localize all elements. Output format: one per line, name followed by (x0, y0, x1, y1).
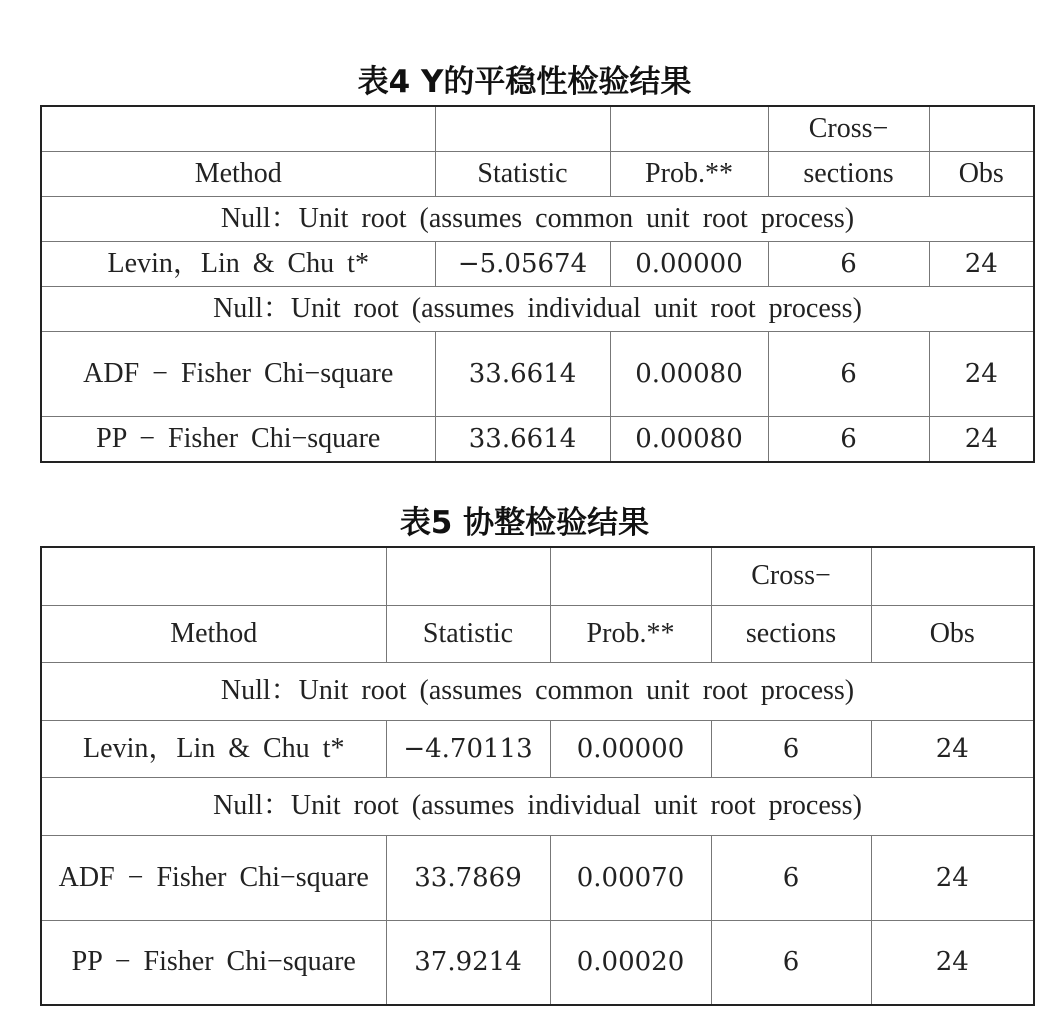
method-cell: ADF − Fisher Chi−square (41, 331, 435, 416)
header-cell (41, 106, 435, 151)
table-row (41, 920, 1034, 1005)
value-cell: 6 (768, 241, 929, 286)
value-cell: 0.00070 (550, 835, 711, 920)
value-cell: 0.00000 (610, 241, 768, 286)
header-cell (610, 106, 768, 151)
value-cell: 6 (711, 720, 871, 777)
value-cell: 6 (768, 416, 929, 462)
table-row (41, 835, 1034, 920)
header-cell: Prob.** (610, 151, 768, 196)
header-row-top (41, 106, 1034, 151)
header-row-top (41, 547, 1034, 605)
method-cell: PP − Fisher Chi−square (41, 920, 386, 1005)
header-cell: sections (768, 151, 929, 196)
table-row (41, 331, 1034, 416)
header-cell (386, 547, 550, 605)
value-cell: 33.6614 (435, 331, 610, 416)
method-cell: Levin，Lin & Chu t* (41, 241, 435, 286)
value-cell: 0.00020 (550, 920, 711, 1005)
header-cell: Obs (871, 605, 1034, 662)
null-hypothesis-row (41, 777, 1034, 835)
table-4-title: 表4 Y的平稳性检验结果 (357, 64, 692, 100)
header-cell: Method (41, 605, 386, 662)
header-cell: Statistic (386, 605, 550, 662)
value-cell: 24 (871, 835, 1034, 920)
header-cell: Prob.** (550, 605, 711, 662)
header-cell (871, 547, 1034, 605)
header-cell: Method (41, 151, 435, 196)
table-row (41, 720, 1034, 777)
value-cell: 0.00080 (610, 416, 768, 462)
header-cell: Obs (929, 151, 1034, 196)
null-hypothesis-cell: Null：Unit root (assumes individual unit root process) (41, 286, 1034, 331)
table-5-cointegration (40, 546, 1035, 1006)
header-cell: Cross− (768, 106, 929, 151)
null-hypothesis-cell: Null：Unit root (assumes common unit root process) (41, 662, 1034, 720)
method-cell: Levin，Lin & Chu t* (41, 720, 386, 777)
table-row (41, 416, 1034, 462)
value-cell: 24 (871, 720, 1034, 777)
header-cell (550, 547, 711, 605)
table-4-stationarity (40, 105, 1035, 463)
null-hypothesis-cell: Null：Unit root (assumes common unit root process) (41, 196, 1034, 241)
null-hypothesis-row (41, 196, 1034, 241)
value-cell: −5.05674 (435, 241, 610, 286)
value-cell: 0.00080 (610, 331, 768, 416)
header-cell: sections (711, 605, 871, 662)
header-row (41, 605, 1034, 662)
method-cell: ADF − Fisher Chi−square (41, 835, 386, 920)
value-cell: −4.70113 (386, 720, 550, 777)
header-cell: Statistic (435, 151, 610, 196)
null-hypothesis-row (41, 662, 1034, 720)
null-hypothesis-cell: Null：Unit root (assumes individual unit root process) (41, 777, 1034, 835)
value-cell: 24 (929, 241, 1034, 286)
header-cell (41, 547, 386, 605)
value-cell: 6 (711, 920, 871, 1005)
table-5-title: 表5 协整检验结果 (399, 505, 650, 541)
value-cell: 24 (929, 416, 1034, 462)
table-row (41, 241, 1034, 286)
header-cell (435, 106, 610, 151)
value-cell: 24 (871, 920, 1034, 1005)
header-row (41, 151, 1034, 196)
header-cell: Cross− (711, 547, 871, 605)
value-cell: 37.9214 (386, 920, 550, 1005)
value-cell: 33.6614 (435, 416, 610, 462)
value-cell: 6 (711, 835, 871, 920)
value-cell: 24 (929, 331, 1034, 416)
value-cell: 33.7869 (386, 835, 550, 920)
value-cell: 6 (768, 331, 929, 416)
null-hypothesis-row (41, 286, 1034, 331)
header-cell (929, 106, 1034, 151)
value-cell: 0.00000 (550, 720, 711, 777)
method-cell: PP − Fisher Chi−square (41, 416, 435, 462)
